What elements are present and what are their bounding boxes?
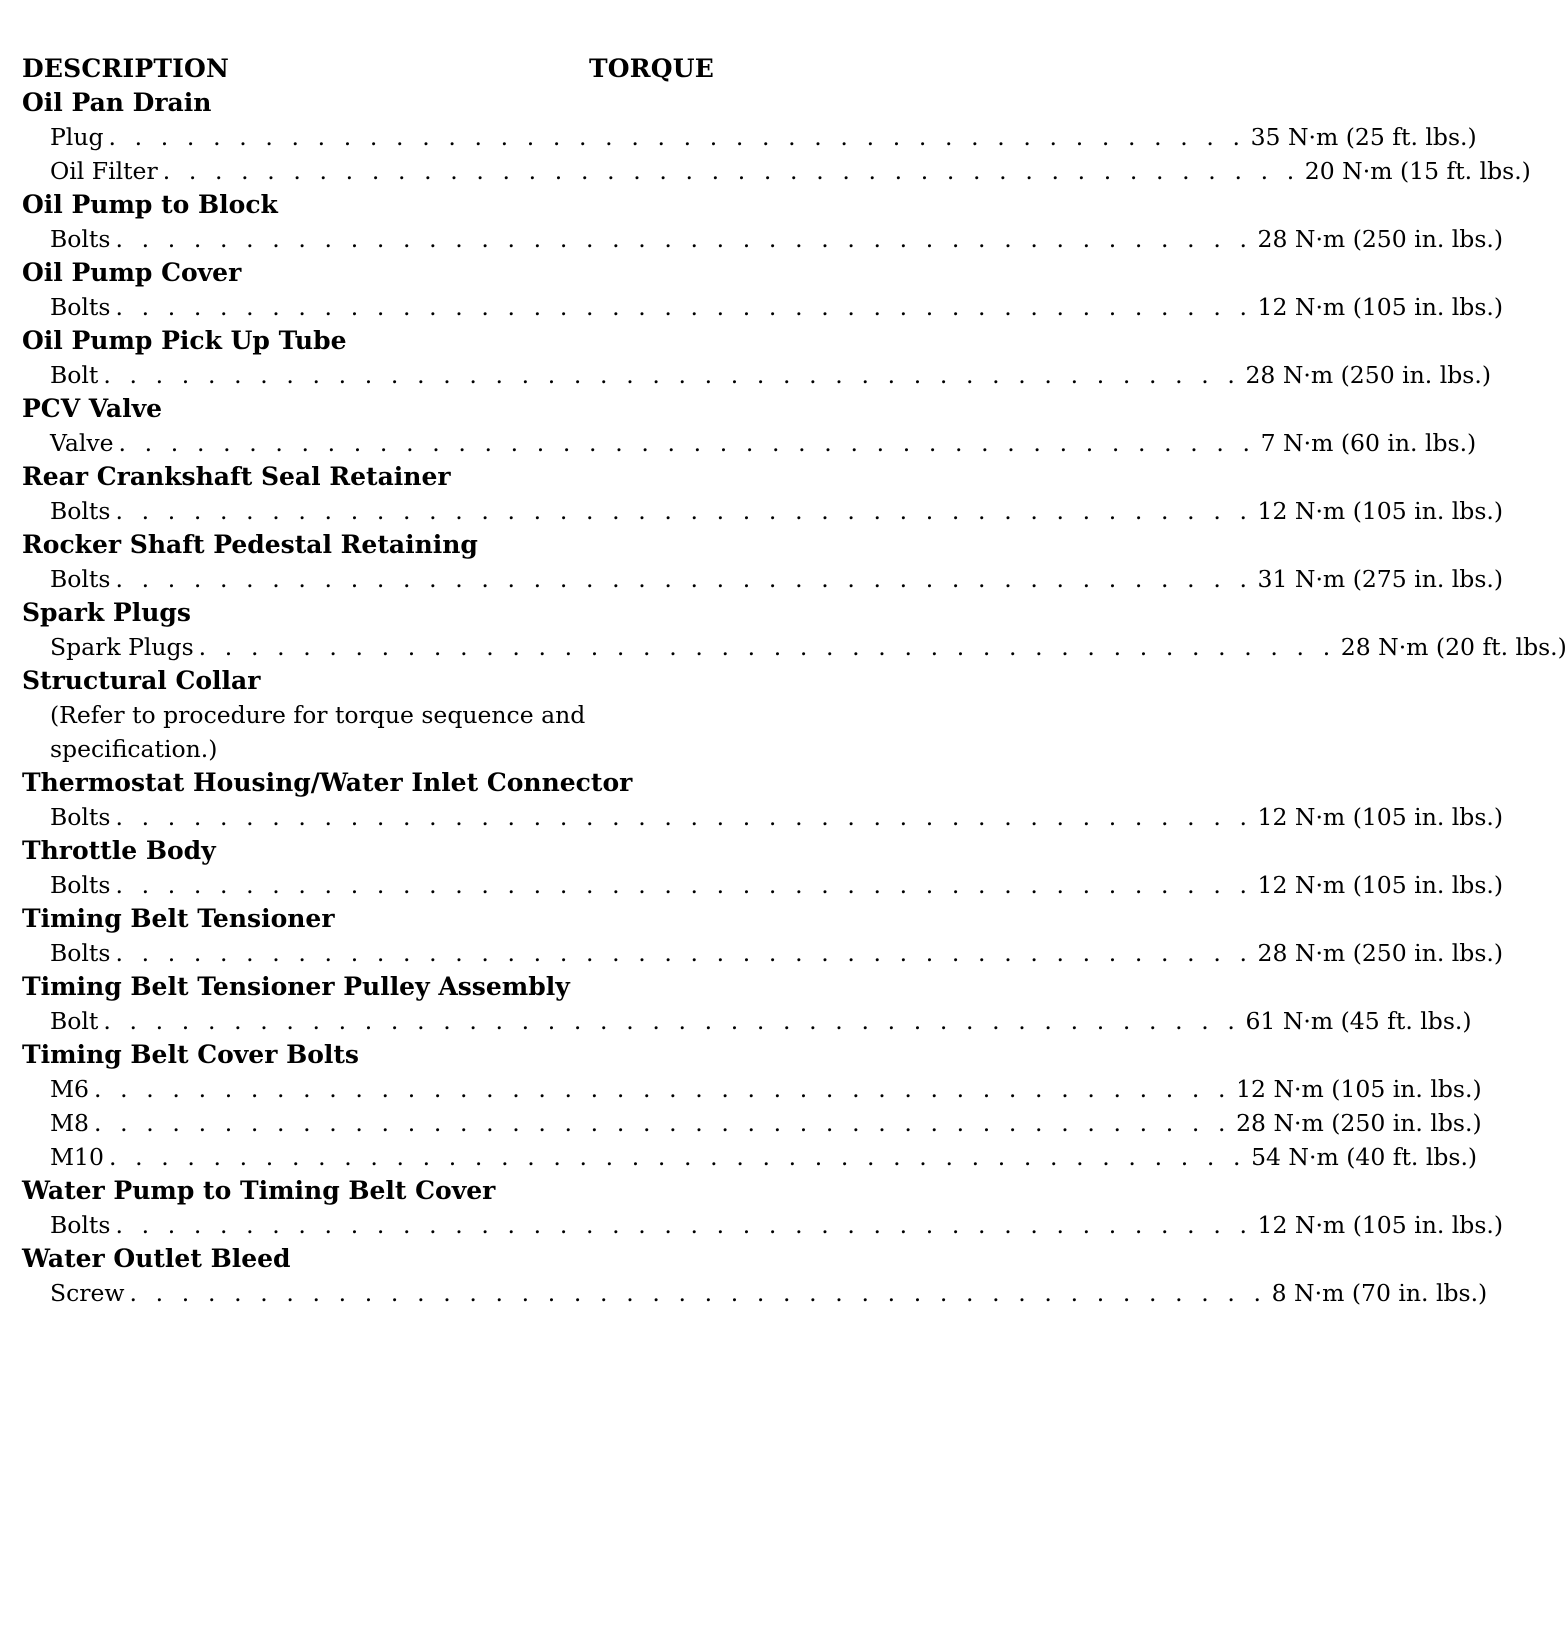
section-title: Oil Pan Drain: [22, 88, 212, 117]
spec-section: [22, 1174, 1504, 1242]
dot-leader: . . . . . . . . . . . . . . . . . . . . . . . . . . . . . . . . . . . . . . . . . . . .: [118, 429, 1256, 457]
dot-leader: . . . . . . . . . . . . . . . . . . . . . . . . . . . . . . . . . . . . . . . . . . . .: [162, 157, 1300, 185]
dot-leader: . . . . . . . . . . . . . . . . . . . . . . . . . . . . . . . . . . . . . . . . . . . .: [115, 497, 1253, 525]
dot-leader: . . . . . . . . . . . . . . . . . . . . . . . . . . . . . . . . . . . . . . . . . . . .: [103, 1007, 1241, 1035]
spec-section: [22, 834, 1504, 902]
spec-row: [22, 1208, 1504, 1242]
spec-label: M10: [50, 1143, 104, 1171]
torque-value: 28 N·m (20 ft. lbs.): [1340, 633, 1567, 661]
spec-label: Bolt: [50, 361, 99, 389]
spec-section: [22, 256, 1504, 324]
spec-label: M6: [50, 1075, 90, 1103]
spec-row: [22, 1072, 1482, 1106]
spec-row: [22, 426, 1477, 460]
dot-leader: . . . . . . . . . . . . . . . . . . . . . . . . . . . . . . . . . . . . . . . . . . . .: [108, 123, 1246, 151]
torque-value: 28 N·m (250 in. lbs.): [1236, 1109, 1482, 1137]
spec-row: [22, 936, 1504, 970]
spec-section: [22, 766, 1504, 834]
section-title: Rocker Shaft Pedestal Retaining: [22, 530, 478, 559]
section-title: Throttle Body: [22, 836, 216, 865]
spec-section: [22, 86, 1531, 188]
torque-value: 28 N·m (250 in. lbs.): [1245, 361, 1491, 389]
table-header: [22, 52, 714, 86]
section-title: Timing Belt Tensioner: [22, 904, 335, 933]
torque-value: 12 N·m (105 in. lbs.): [1236, 1075, 1482, 1103]
section-title: Thermostat Housing/Water Inlet Connector: [22, 768, 633, 797]
dot-leader: . . . . . . . . . . . . . . . . . . . . . . . . . . . . . . . . . . . . . . . . . . . .: [115, 565, 1253, 593]
torque-value: 12 N·m (105 in. lbs.): [1257, 293, 1504, 321]
spec-label: Bolts: [50, 871, 111, 899]
torque-value: 12 N·m (105 in. lbs.): [1257, 1211, 1504, 1239]
torque-value: 31 N·m (275 in. lbs.): [1257, 565, 1504, 593]
section-title: Timing Belt Tensioner Pulley Assembly: [22, 972, 570, 1001]
spec-row: [22, 120, 1477, 154]
spec-label: Plug: [50, 123, 104, 151]
spec-row: [22, 868, 1504, 902]
spec-label: Bolts: [50, 225, 111, 253]
spec-label: Bolts: [50, 293, 111, 321]
spec-list: [22, 86, 1567, 1310]
torque-value: 12 N·m (105 in. lbs.): [1257, 803, 1504, 831]
section-title: Rear Crankshaft Seal Retainer: [22, 462, 451, 491]
torque-value: 28 N·m (250 in. lbs.): [1257, 225, 1504, 253]
dot-leader: . . . . . . . . . . . . . . . . . . . . . . . . . . . . . . . . . . . . . . . . . . . .: [115, 1211, 1253, 1239]
section-title: Spark Plugs: [22, 598, 191, 627]
torque-value: 61 N·m (45 ft. lbs.): [1245, 1007, 1472, 1035]
spec-row: [22, 1106, 1482, 1140]
section-title: Structural Collar: [22, 666, 261, 695]
torque-value: 54 N·m (40 ft. lbs.): [1251, 1143, 1478, 1171]
torque-spec-table: [22, 52, 1567, 1310]
torque-value: 12 N·m (105 in. lbs.): [1257, 497, 1504, 525]
spec-section: [22, 528, 1504, 596]
spec-row: [22, 154, 1531, 188]
spec-section: [22, 324, 1491, 392]
dot-leader: . . . . . . . . . . . . . . . . . . . . . . . . . . . . . . . . . . . . . . . . . . . .: [94, 1109, 1232, 1137]
spec-label: Bolts: [50, 497, 111, 525]
dot-leader: . . . . . . . . . . . . . . . . . . . . . . . . . . . . . . . . . . . . . . . . . . . .: [103, 361, 1241, 389]
dot-leader: . . . . . . . . . . . . . . . . . . . . . . . . . . . . . . . . . . . . . . . . . . . .: [108, 1143, 1247, 1171]
spec-section: [22, 664, 714, 766]
dot-leader: . . . . . . . . . . . . . . . . . . . . . . . . . . . . . . . . . . . . . . . . . . . .: [115, 803, 1253, 831]
spec-row: [22, 562, 1504, 596]
spec-row: [22, 358, 1491, 392]
dot-leader: . . . . . . . . . . . . . . . . . . . . . . . . . . . . . . . . . . . . . . . . . . . .: [115, 939, 1253, 967]
torque-value: 8 N·m (70 in. lbs.): [1271, 1279, 1488, 1307]
torque-value: 35 N·m (25 ft. lbs.): [1250, 123, 1477, 151]
spec-section: [22, 970, 1472, 1038]
dot-leader: . . . . . . . . . . . . . . . . . . . . . . . . . . . . . . . . . . . . . . . . . . . .: [198, 633, 1336, 661]
spec-row: [22, 1004, 1472, 1038]
spec-label: Spark Plugs: [50, 633, 194, 661]
torque-value: 12 N·m (105 in. lbs.): [1257, 871, 1504, 899]
spec-row: [22, 800, 1504, 834]
spec-label: Oil Filter: [50, 157, 158, 185]
torque-value: 20 N·m (15 ft. lbs.): [1304, 157, 1531, 185]
section-title: Timing Belt Cover Bolts: [22, 1040, 359, 1069]
spec-label: M8: [50, 1109, 90, 1137]
procedure-note: (Refer to procedure for torque sequence and specification.): [50, 701, 586, 763]
spec-section: [22, 392, 1477, 460]
dot-leader: . . . . . . . . . . . . . . . . . . . . . . . . . . . . . . . . . . . . . . . . . . . .: [115, 293, 1253, 321]
section-title: Water Outlet Bleed: [22, 1244, 291, 1273]
spec-label: Bolts: [50, 1211, 111, 1239]
section-title: Water Pump to Timing Belt Cover: [22, 1176, 496, 1205]
spec-section: [22, 1242, 1488, 1310]
dot-leader: . . . . . . . . . . . . . . . . . . . . . . . . . . . . . . . . . . . . . . . . . . . .: [94, 1075, 1232, 1103]
torque-value: 28 N·m (250 in. lbs.): [1257, 939, 1504, 967]
spec-label: Bolts: [50, 939, 111, 967]
torque-value: 7 N·m (60 in. lbs.): [1260, 429, 1477, 457]
spec-row: [22, 1276, 1488, 1310]
section-title: Oil Pump to Block: [22, 190, 278, 219]
spec-label: Bolt: [50, 1007, 99, 1035]
spec-section: [22, 460, 1504, 528]
spec-row: [22, 494, 1504, 528]
spec-label: Valve: [50, 429, 114, 457]
dot-leader: . . . . . . . . . . . . . . . . . . . . . . . . . . . . . . . . . . . . . . . . . . . .: [115, 225, 1253, 253]
spec-label: Bolts: [50, 803, 111, 831]
dot-leader: . . . . . . . . . . . . . . . . . . . . . . . . . . . . . . . . . . . . . . . . . . . .: [129, 1279, 1267, 1307]
spec-row: [22, 1140, 1478, 1174]
spec-section: [22, 596, 1567, 664]
spec-label: Screw: [50, 1279, 125, 1307]
spec-section: [22, 1038, 1482, 1174]
spec-label: Bolts: [50, 565, 111, 593]
section-title: Oil Pump Cover: [22, 258, 242, 287]
spec-section: [22, 188, 1504, 256]
torque-column-header: TORQUE: [589, 54, 714, 83]
dot-leader: . . . . . . . . . . . . . . . . . . . . . . . . . . . . . . . . . . . . . . . . . . . .: [115, 871, 1253, 899]
section-title: Oil Pump Pick Up Tube: [22, 326, 347, 355]
spec-section: [22, 902, 1504, 970]
spec-row: [22, 222, 1504, 256]
spec-row: [22, 630, 1567, 664]
description-column-header: DESCRIPTION: [22, 54, 230, 83]
section-title: PCV Valve: [22, 394, 163, 423]
spec-row: [22, 290, 1504, 324]
